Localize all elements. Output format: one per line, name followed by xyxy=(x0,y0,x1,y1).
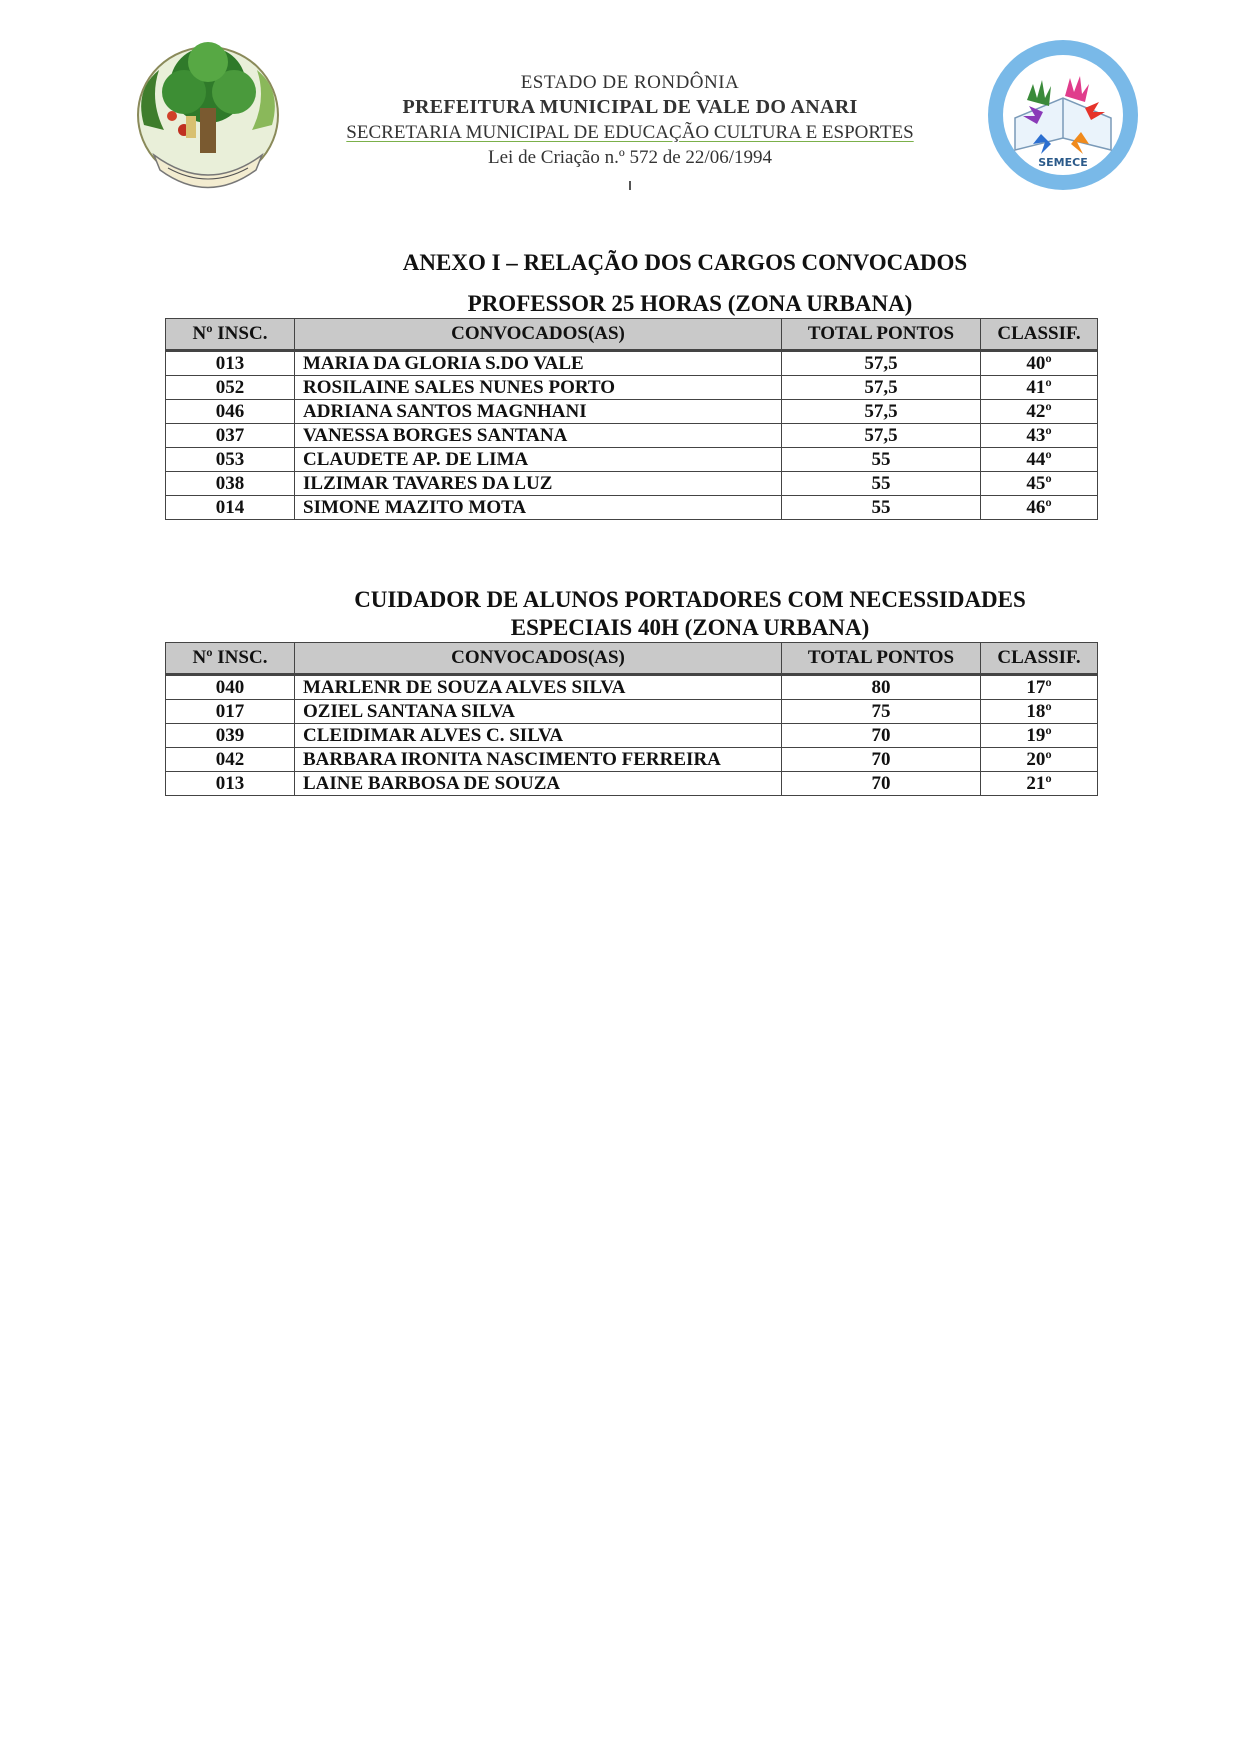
table-row xyxy=(166,472,1098,496)
letterhead xyxy=(0,0,1241,200)
section-title-professor: PROFESSOR 25 HORAS (ZONA URBANA) xyxy=(467,291,913,316)
cell-num: 042 xyxy=(166,748,295,772)
table-row xyxy=(166,496,1098,520)
cell-class: 44º xyxy=(981,448,1098,472)
municipal-coat-of-arms-logo xyxy=(124,30,292,190)
cell-class: 18º xyxy=(981,700,1098,724)
prefecture-name: PREFEITURA MUNICIPAL DE VALE DO ANARI xyxy=(402,96,858,118)
column-header-name: CONVOCADOS(AS) xyxy=(295,643,782,675)
secretariat-name: SECRETARIA MUNICIPAL DE EDUCAÇÃO CULTURA E ESPORTES xyxy=(346,122,914,143)
cell-points: 57,5 xyxy=(782,376,981,400)
cell-class: 41º xyxy=(981,376,1098,400)
cell-name: ILZIMAR TAVARES DA LUZ xyxy=(295,472,782,496)
table-row xyxy=(166,675,1098,700)
cell-points: 70 xyxy=(782,748,981,772)
column-header-points: TOTAL PONTOS xyxy=(782,319,981,351)
table-header-row xyxy=(166,643,1098,675)
cell-name: CLAUDETE AP. DE LIMA xyxy=(295,448,782,472)
cell-points: 80 xyxy=(782,675,981,700)
cell-name: MARIA DA GLORIA S.DO VALE xyxy=(295,351,782,376)
cell-points: 55 xyxy=(782,448,981,472)
cell-points: 70 xyxy=(782,724,981,748)
column-header-num: Nº INSC. xyxy=(166,319,295,351)
cell-class: 19º xyxy=(981,724,1098,748)
column-header-num: Nº INSC. xyxy=(166,643,295,675)
header-tick-mark xyxy=(629,181,631,190)
cell-name: SIMONE MAZITO MOTA xyxy=(295,496,782,520)
cell-num: 017 xyxy=(166,700,295,724)
column-header-points: TOTAL PONTOS xyxy=(782,643,981,675)
cell-num: 038 xyxy=(166,472,295,496)
cell-points: 75 xyxy=(782,700,981,724)
cell-num: 053 xyxy=(166,448,295,472)
table-row xyxy=(166,448,1098,472)
table-row xyxy=(166,351,1098,376)
cell-name: ROSILAINE SALES NUNES PORTO xyxy=(295,376,782,400)
cell-num: 013 xyxy=(166,772,295,796)
cell-class: 46º xyxy=(981,496,1098,520)
table-row xyxy=(166,700,1098,724)
section-title-caregiver xyxy=(220,586,1160,642)
cell-class: 45º xyxy=(981,472,1098,496)
column-header-class: CLASSIF. xyxy=(981,643,1098,675)
cell-num: 039 xyxy=(166,724,295,748)
cell-class: 20º xyxy=(981,748,1098,772)
cell-points: 55 xyxy=(782,496,981,520)
cell-points: 57,5 xyxy=(782,400,981,424)
table-row xyxy=(166,400,1098,424)
table-row xyxy=(166,748,1098,772)
semece-logo xyxy=(985,38,1141,192)
section-title-caregiver-line2: ESPECIAIS 40H (ZONA URBANA) xyxy=(510,615,870,640)
cell-name: CLEIDIMAR ALVES C. SILVA xyxy=(295,724,782,748)
cell-class: 17º xyxy=(981,675,1098,700)
creation-law: Lei de Criação n.º 572 de 22/06/1994 xyxy=(488,147,772,168)
table-row xyxy=(166,724,1098,748)
cell-name: LAINE BARBOSA DE SOUZA xyxy=(295,772,782,796)
column-header-class: CLASSIF. xyxy=(981,319,1098,351)
cell-name: OZIEL SANTANA SILVA xyxy=(295,700,782,724)
cell-points: 57,5 xyxy=(782,424,981,448)
letterhead-text xyxy=(300,70,960,170)
cell-num: 014 xyxy=(166,496,295,520)
cell-name: MARLENR DE SOUZA ALVES SILVA xyxy=(295,675,782,700)
annex-title: ANEXO I – RELAÇÃO DOS CARGOS CONVOCADOS xyxy=(402,250,968,275)
cell-name: BARBARA IRONITA NASCIMENTO FERREIRA xyxy=(295,748,782,772)
cell-points: 70 xyxy=(782,772,981,796)
table-row xyxy=(166,772,1098,796)
cell-num: 013 xyxy=(166,351,295,376)
table-header-row xyxy=(166,319,1098,351)
cell-points: 57,5 xyxy=(782,351,981,376)
cell-name: ADRIANA SANTOS MAGNHANI xyxy=(295,400,782,424)
state-name: ESTADO DE RONDÔNIA xyxy=(520,72,740,93)
cell-class: 21º xyxy=(981,772,1098,796)
column-header-name: CONVOCADOS(AS) xyxy=(295,319,782,351)
table-row xyxy=(166,376,1098,400)
cell-num: 040 xyxy=(166,675,295,700)
cell-points: 55 xyxy=(782,472,981,496)
cell-num: 037 xyxy=(166,424,295,448)
cell-name: VANESSA BORGES SANTANA xyxy=(295,424,782,448)
cell-num: 046 xyxy=(166,400,295,424)
cell-class: 42º xyxy=(981,400,1098,424)
professor-table xyxy=(165,318,1098,520)
table-row xyxy=(166,424,1098,448)
semece-logo-text: SEMECE xyxy=(1038,156,1088,169)
section-title-caregiver-line1: CUIDADOR DE ALUNOS PORTADORES COM NECESSIDADES xyxy=(354,587,1026,612)
caregiver-table xyxy=(165,642,1098,796)
cell-num: 052 xyxy=(166,376,295,400)
cell-class: 43º xyxy=(981,424,1098,448)
cell-class: 40º xyxy=(981,351,1098,376)
